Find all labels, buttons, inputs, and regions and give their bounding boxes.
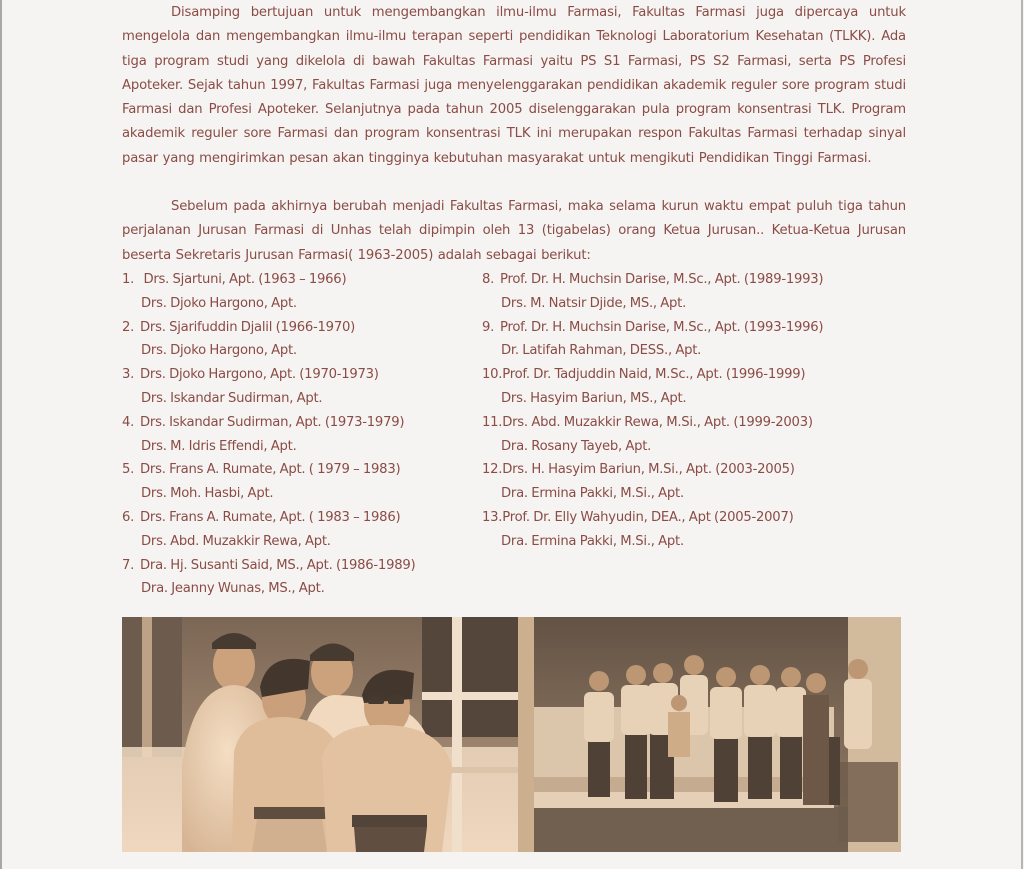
leader-entry [482,506,902,554]
sekretaris-name: Drs. Djoko Hargono, Apt. [141,295,297,311]
leader-entry [122,363,472,411]
ketua-name: Drs. Frans A. Rumate, Apt. ( 1983 – 1986) [140,509,401,525]
entry-number: 9. [482,319,495,335]
leaders-list-right [482,268,902,554]
ketua-name: Drs. Iskandar Sudirman, Apt. (1973-1979) [140,414,405,430]
sekretaris-name: Dr. Latifah Rahman, DESS., Apt. [501,343,702,359]
page-edge-right [1021,0,1023,869]
ketua-name: Prof. Dr. Tadjuddin Naid, M.Sc., Apt. (1996-1999) [502,367,806,383]
sekretaris-name: Dra. Jeanny Wunas, MS., Apt. [141,581,325,597]
photo-group-outdoor-image [518,617,901,852]
sekretaris-name: Dra. Rosany Tayeb, Apt. [501,438,652,454]
page-edge-left [0,0,2,869]
photo-four-men-image [122,617,518,852]
sekretaris-name: Drs. Moh. Hasbi, Apt. [141,486,274,502]
leader-entry [122,458,472,506]
sekretaris-name: Drs. M. Idris Effendi, Apt. [141,438,297,454]
leader-head-line [482,268,902,292]
ketua-name: Drs. H. Hasyim Bariun, M.Si., Apt. (2003-2005) [502,462,795,478]
leader-head-line [122,411,472,435]
ketua-name: Prof. Dr. H. Muchsin Darise, M.Sc., Apt. (1989-1993) [500,272,824,287]
leader-head-line [482,458,902,482]
sekretaris-name: Drs. Iskandar Sudirman, Apt. [141,390,323,406]
ketua-name: Prof. Dr. H. Muchsin Darise, M.Sc., Apt. (1993-1996) [500,319,824,335]
sekretaris-name: Dra. Ermina Pakki, M.Si., Apt. [501,533,684,549]
entry-number: 12. [482,462,503,478]
leader-entry [482,363,902,411]
ketua-name: Drs. Frans A. Rumate, Apt. ( 1979 – 1983) [140,462,401,478]
leader-head-line [122,506,472,530]
leader-head-line [482,316,902,340]
paragraph-leadership [122,195,906,268]
leader-entry [122,268,472,316]
sekretaris-name: Drs. M. Natsir Djide, MS., Apt. [501,295,687,311]
leader-head-line [122,458,472,482]
leader-head-line [482,363,902,387]
entry-number: 7. [122,557,135,573]
leader-entry [122,554,472,602]
leader-entry [122,506,472,554]
sekretaris-name: Dra. Ermina Pakki, M.Si., Apt. [501,486,684,502]
entry-number: 10. [482,367,503,383]
sekretaris-name: Drs. Djoko Hargono, Apt. [141,343,297,359]
entry-number: 2. [122,319,135,335]
ketua-name: Drs. Djoko Hargono, Apt. (1970-1973) [140,367,379,383]
leader-entry [482,458,902,506]
ketua-name: Prof. Dr. Elly Wahyudin, DEA., Apt (2005-2007) [502,509,794,525]
sekretaris-name: Drs. Abd. Muzakkir Rewa, Apt. [141,533,331,549]
entry-number: 8. [482,272,495,287]
ketua-name: Dra. Hj. Susanti Said, MS., Apt. (1986-1989) [140,557,416,573]
entry-number: 4. [122,414,135,430]
leader-head-line [122,554,472,578]
leader-entry [482,268,902,316]
leader-head-line [122,268,472,292]
entry-number: 13. [482,509,503,525]
ketua-name: Drs. Sjartuni, Apt. (1963 – 1966) [143,272,347,287]
entry-number: 6. [122,509,135,525]
leader-entry [482,411,902,459]
photo-four-men [122,617,518,852]
ketua-name: Drs. Abd. Muzakkir Rewa, M.Si., Apt. (1999-2003) [502,414,813,430]
leader-entry [122,411,472,459]
leader-head-line [482,411,902,435]
paragraph-intro [122,1,906,171]
sekretaris-name: Drs. Hasyim Bariun, MS., Apt. [501,390,687,406]
entry-number: 5. [122,462,135,478]
paragraph-leadership-text: Sebelum pada akhirnya berubah menjadi Fakultas Farmasi, maka selama kurun waktu empat puluh tiga tahun perjalanan Jurusan Farmasi di Unhas telah dipimpin oleh 13 (tigabelas) orang Ketua Jurusan.. Ketua-Ketua Jurusan beserta Sekretaris Jurusan Farmasi( 1963-2005) adalah sebagai berikut: [122,199,906,263]
leader-head-line [122,363,472,387]
paragraph-intro-text: Disamping bertujuan untuk mengembangkan ilmu-ilmu Farmasi, Fakultas Farmasi juga dipercaya untuk mengelola dan mengembangkan ilmu-ilmu terapan seperti pendidikan Teknologi Laboratorium Kesehatan (TLKK). Ada tiga program studi yang dikelola di bawah Fakultas Farmasi yaitu PS S1 Farmasi, PS S2 Farmasi, serta PS Profesi Apoteker. Sejak tahun 1997, Fakultas Farmasi juga menyelenggarakan pendidikan akademik reguler sore program studi Farmasi dan Profesi Apoteker. Selanjutnya pada tahun 2005 diselenggarakan pula program konsentrasi TLK. Program akademik reguler sore Farmasi dan program konsentrasi TLK ini merupakan respon Fakultas Farmasi terhadap sinyal pasar yang mengirimkan pesan akan tingginya kebutuhan masyarakat untuk mengikuti Pendidikan Tinggi Farmasi. [122,5,906,166]
photo-group-outdoor [518,617,901,852]
historical-photos [122,617,901,852]
leader-entry [122,316,472,364]
leader-head-line [122,316,472,340]
leader-head-line [482,506,902,530]
entry-number: 1. [122,272,135,287]
leaders-list-left [122,268,472,601]
leader-entry [482,316,902,364]
entry-number: 3. [122,367,135,383]
ketua-name: Drs. Sjarifuddin Djalil (1966-1970) [140,319,355,335]
entry-number: 11. [482,414,503,430]
